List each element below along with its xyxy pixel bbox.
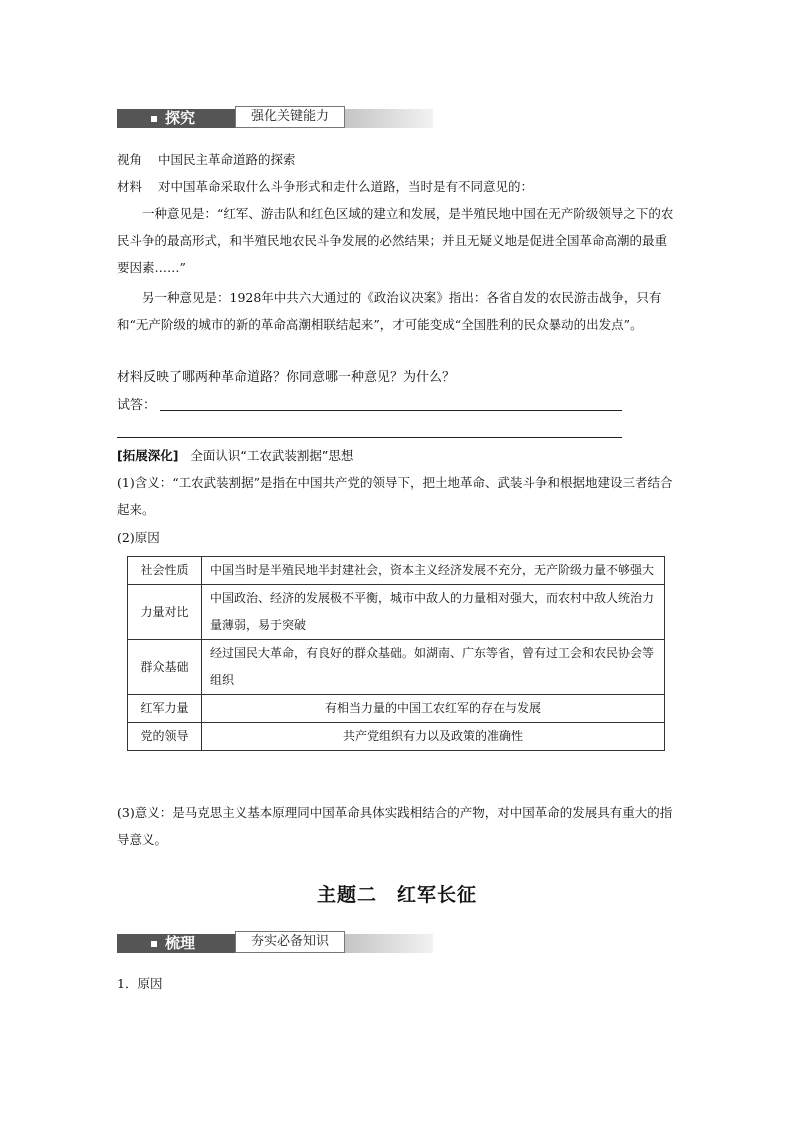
item-reason: 1．原因 — [117, 976, 163, 991]
square-bullet-icon — [151, 116, 157, 122]
reason-value: 中国政治、经济的发展极不平衡，城市中敌人的力量相对强大，而农村中敌人统治力量薄弱，易于突破 — [202, 585, 665, 640]
reason-value: 中国当时是半殖民地半封建社会，资本主义经济发展不充分，无产阶级力量不够强大 — [202, 557, 665, 585]
material-intro-text: 对中国革命采取什么斗争形式和走什么道路，当时是有不同意见的： — [158, 179, 534, 194]
banner-tag: 梳理 — [165, 934, 196, 952]
material-intro — [117, 173, 677, 200]
extension-title: 全面认识“工农武装割据”思想 — [190, 448, 354, 463]
answer-line-2[interactable] — [117, 437, 622, 438]
reason-value: 经过国民大革命，有良好的群众基础。如湖南、广东等省，曾有过工会和农民协会等组织 — [202, 640, 665, 695]
table-row — [128, 557, 665, 585]
square-bullet-icon — [151, 941, 157, 947]
extension-meaning: (1)含义：“工农武装割据”是指在中国共产党的领导下，把土地革命、武装斗争和根据地建设三者结合起来。 — [117, 475, 673, 517]
angle-line — [117, 146, 677, 173]
question: 材料反映了哪两种革命道路？你同意哪一种意见？为什么？ — [117, 370, 456, 385]
material-opinion-2: 另一种意见是：1928年中共六大通过的《政治议决案》指出：各省自发的农民游击战争，只有和“无产阶级的城市的新的革命高潮相联结起来”，才可能变成“全国胜利的民众暴动的出发点”。 — [117, 290, 662, 332]
table-row — [128, 585, 665, 640]
answer-label: 试答： — [117, 398, 157, 413]
material-opinion-1: 一种意见是：“红军、游击队和红色区域的建立和发展，是半殖民地中国在无产阶级领导之下的农民斗争的最高形式，和半殖民地农民斗争发展的必然结果；并且无疑义地是促进全国革命高潮的最重要因素……” — [117, 206, 674, 275]
extension-significance: (3)意义：是马克思主义基本原理同中国革命具体实践相结合的产物，对中国革命的发展具有重大的指导意义。 — [117, 805, 673, 847]
banner-subtitle: 强化关键能力 — [235, 106, 345, 128]
reason-key: 社会性质 — [128, 557, 202, 585]
material-label: 材料 — [117, 179, 143, 194]
reason-key: 党的领导 — [128, 723, 202, 751]
reason-key: 力量对比 — [128, 585, 202, 640]
reason-value: 有相当力量的中国工农红军的存在与发展 — [202, 695, 665, 723]
reason-heading: (2)原因 — [117, 530, 160, 545]
banner-subtitle: 夯实必备知识 — [235, 931, 345, 953]
banner-tag: 探究 — [165, 109, 196, 127]
answer-line-1[interactable] — [160, 410, 622, 411]
reason-key: 红军力量 — [128, 695, 202, 723]
reason-key: 群众基础 — [128, 640, 202, 695]
extension-heading — [117, 442, 677, 469]
table-row — [128, 695, 665, 723]
angle-label: 视角 — [117, 152, 143, 167]
table-row — [128, 723, 665, 751]
section-banner-explore — [117, 106, 433, 130]
angle-text: 中国民主革命道路的探索 — [158, 152, 296, 167]
reason-value: 共产党组织有力以及政策的准确性 — [202, 723, 665, 751]
topic-title: 主题二 红军长征 — [316, 884, 477, 906]
reason-table — [127, 556, 665, 751]
extension-tag: [拓展深化] — [117, 448, 179, 463]
section-banner-review — [117, 931, 433, 955]
table-row — [128, 640, 665, 695]
